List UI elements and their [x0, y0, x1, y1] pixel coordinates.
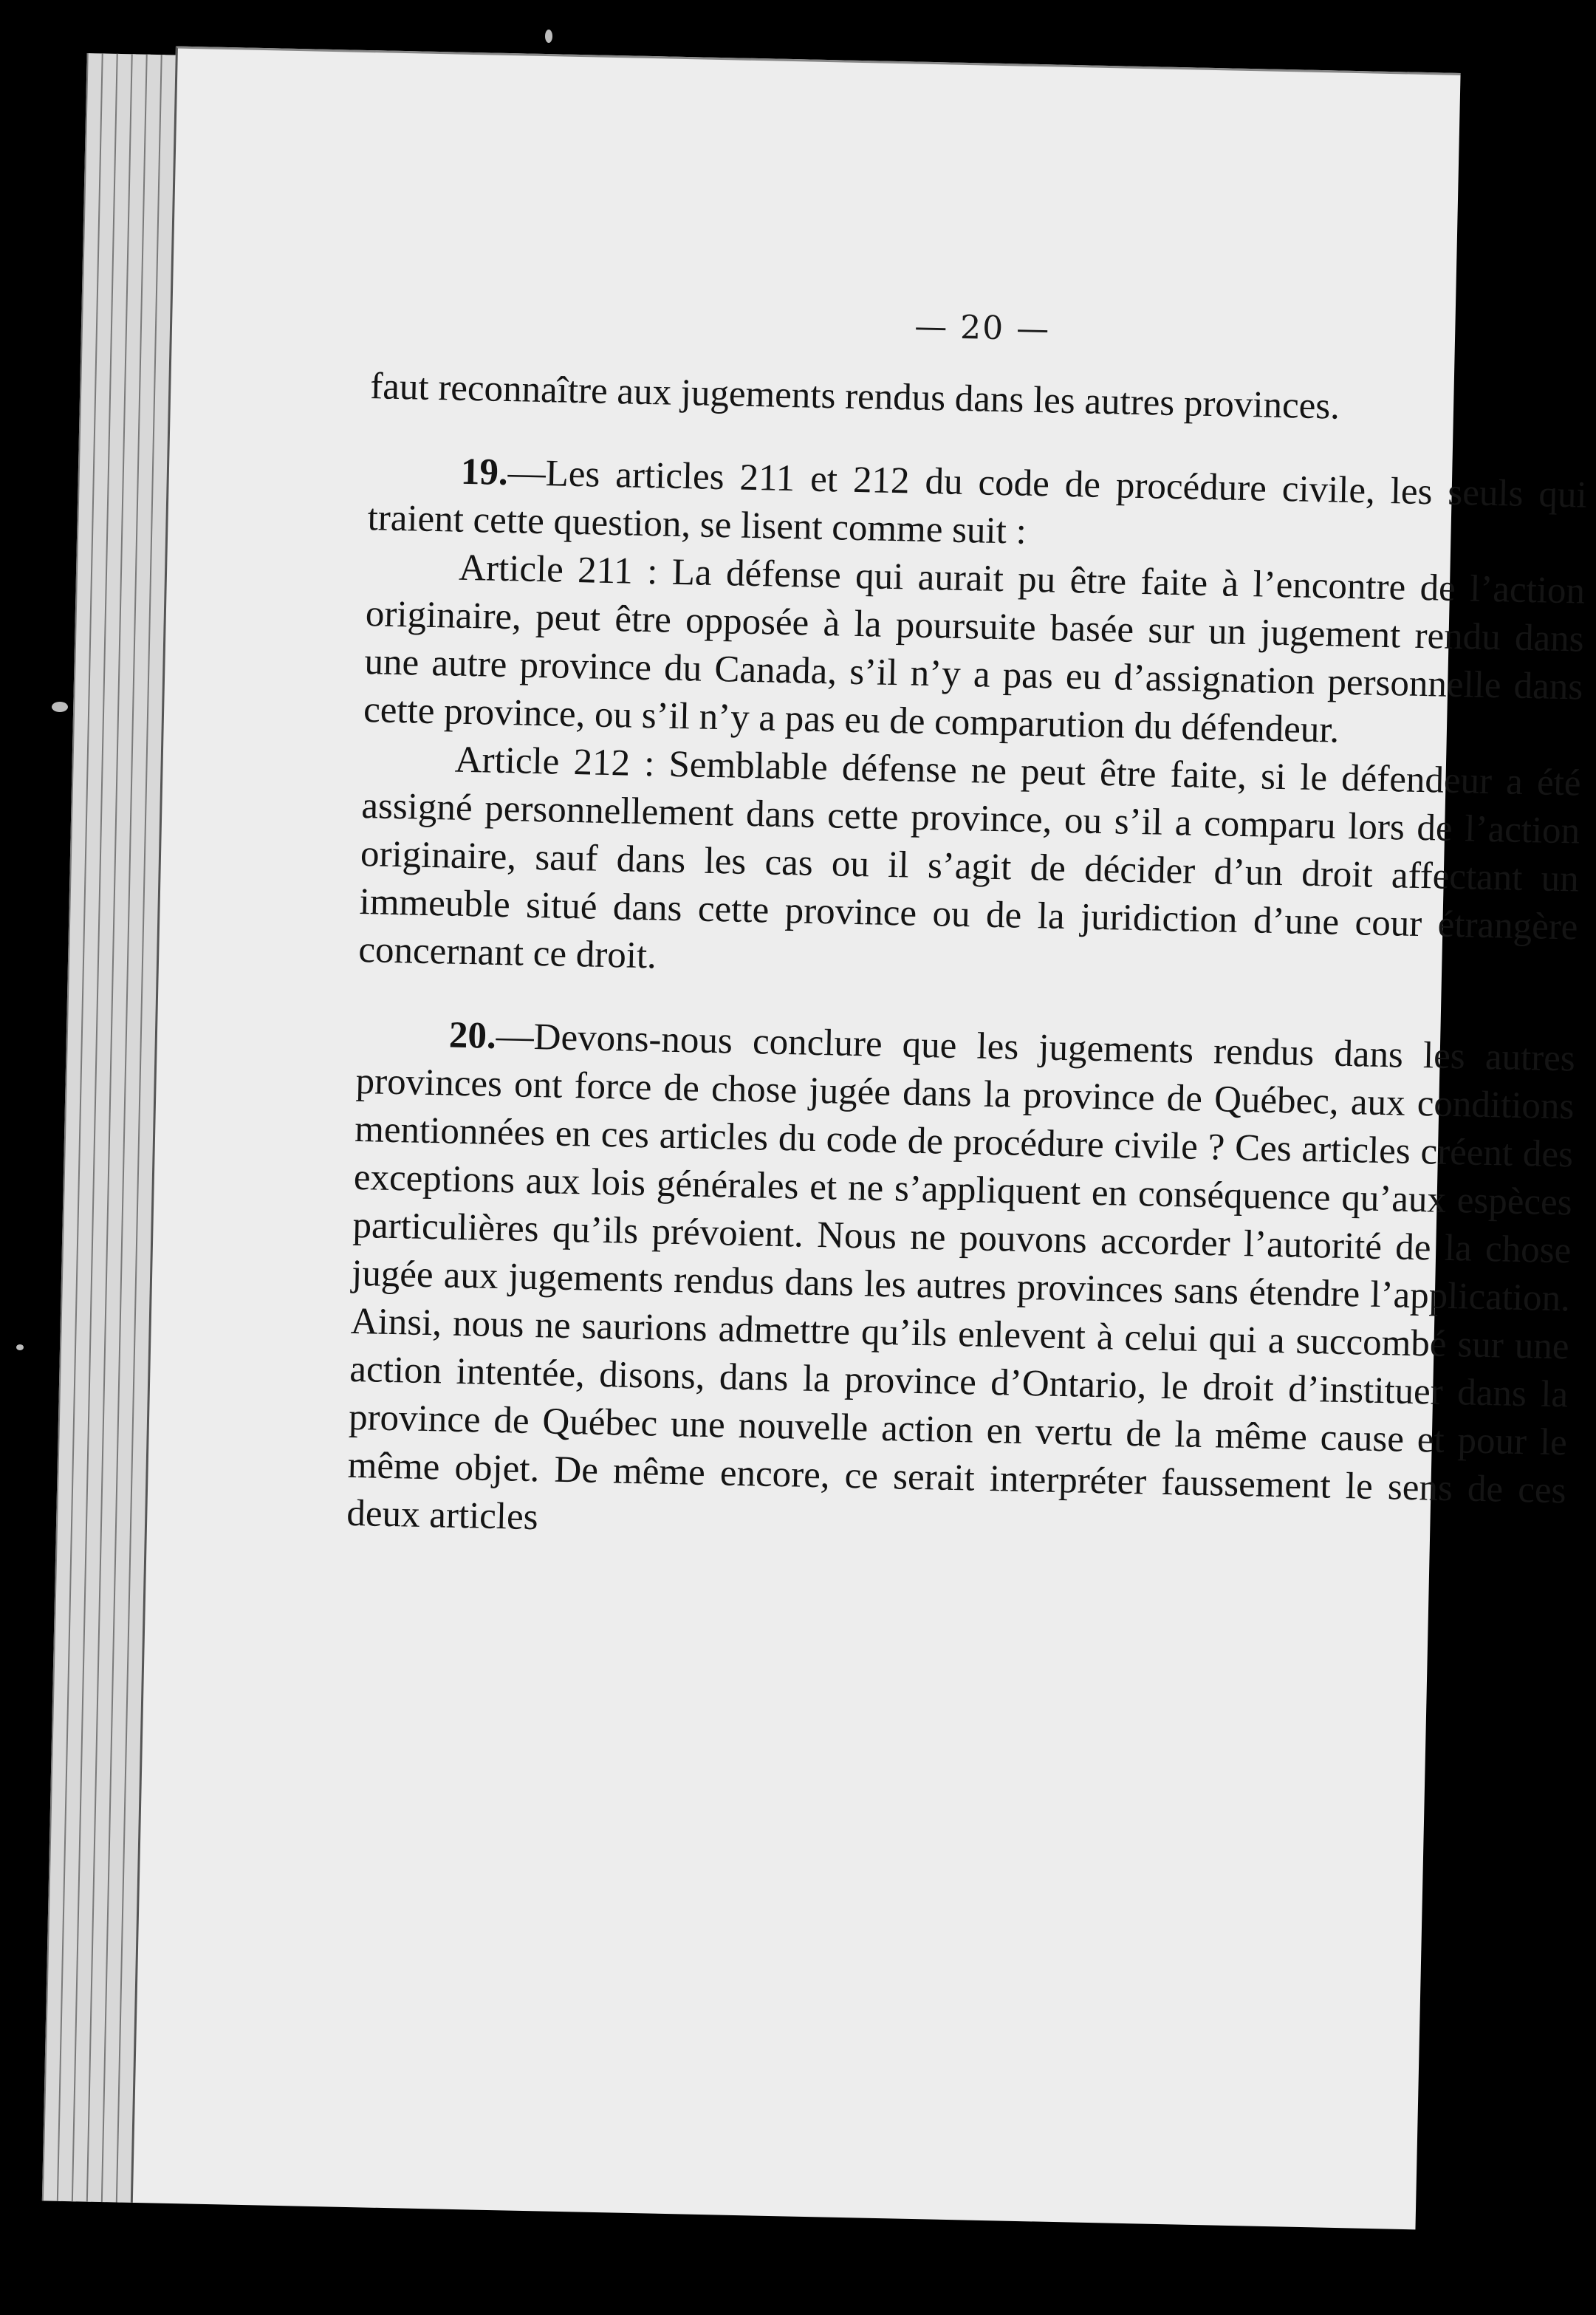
continuation-paragraph: faut reconnaître aux jugements rendus dans les autres provinces.	[369, 366, 1340, 428]
page-number: — 20 —	[914, 307, 1051, 349]
paragraph-text: —Les articles 211 et 212 du code de procédure civile, les seuls qui traient cette question, se lisent comme suit :	[367, 452, 1588, 553]
scan-speck	[16, 1344, 24, 1350]
scan-speck	[545, 30, 552, 43]
paragraph-20	[346, 1010, 1576, 1563]
page-body	[346, 363, 1589, 1563]
scan-speck	[52, 702, 68, 712]
article-212-quote: Article 212 : Semblable défense ne peut être faite, si le défendeur a été assigné personnellement dans cette province, ou s’il a comparu lors de l’action originaire, sauf dans les cas ou il s’agit de décider d’un droit affectant un immeuble situé dans cette province ou de la juridiction d’une cour étrangère concernant ce droit.	[357, 739, 1582, 977]
paragraph-text: —Devons-nous conclure que les jugements rendus dans les autres provinces ont force de chose jugée dans la province de Québec, aux conditions mentionnées en ces articles du code de procédure civile ? Ces articles créent des exceptions aux lois générales et ne s’appliquent en conséquence qu’aux espèces particulières qu’ils prévoient. Nous ne pouvons accorder l’autorité de la chose jugée aux jugements rendus dans les autres provinces sans étendre l’application. Ainsi, nous ne saurions admettre qu’ils enlevent à celui qui a succombé sur une action intentée, disons, dans la province d’Ontario, le droit d’instituer dans la province de Québec une nouvelle action en vertu de la même cause et pour le même objet. De même encore, ce serait interpréter faussement le sens de ces deux articles	[346, 1015, 1576, 1539]
page-stack	[42, 44, 1588, 2229]
paragraph-number: 20.	[448, 1014, 497, 1057]
article-211-quote: Article 211 : La défense qui aurait pu être faite à l’encontre de l’action originaire, peut être opposée à la poursuite basée sur un jugement rendu dans une autre province du Canada, s’il n’y a pas eu d’assignation personnelle dans cette province, ou s’il n’y a pas eu de comparution du défendeur.	[363, 547, 1586, 751]
book-page	[131, 47, 1588, 2230]
paragraph-number: 19.	[460, 451, 509, 494]
